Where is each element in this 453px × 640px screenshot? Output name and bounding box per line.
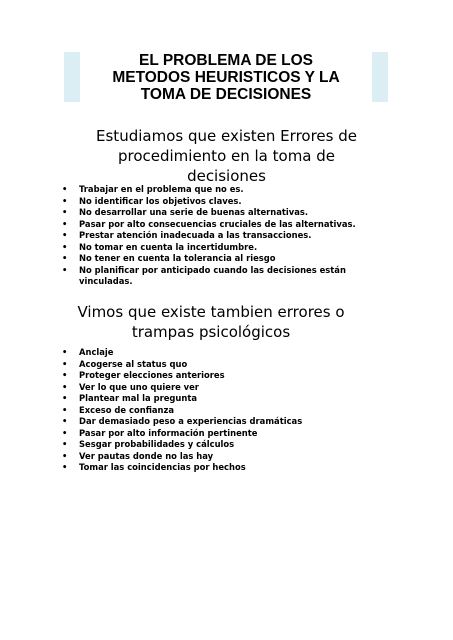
title-line: TOMA DE DECISIONES [140, 85, 312, 103]
list-item [62, 196, 356, 208]
list-item-text: No tomar en cuenta la incertidumbre. [79, 241, 258, 252]
list-item-text: No identificar los objetivos claves. [79, 195, 242, 206]
heading-line: trampas psicológicos [131, 323, 291, 341]
heading-line: Vimos que existe tambien errores o [77, 303, 345, 321]
list-item-text: Plantear mal la pregunta [79, 393, 197, 404]
list-item-text: vinculadas. [79, 276, 133, 287]
list-item-text: Exceso de confianza [79, 404, 175, 415]
bullet-icon: • [62, 358, 68, 369]
list-item [62, 184, 356, 196]
bullet-icon: • [62, 393, 68, 404]
list-item-text: Pasar por alto información pertinente [79, 427, 258, 438]
list-item [62, 242, 356, 254]
bullet-icon: • [62, 381, 68, 392]
heading-line: procedimiento en la toma de [117, 147, 336, 165]
bullet-icon: • [62, 207, 68, 218]
bullet-icon: • [62, 264, 68, 275]
list-item-text: No planificar por anticipado cuando las decisiones están [79, 264, 346, 275]
list-item-text: Tomar las coincidencias por hechos [79, 462, 246, 473]
list-item-text: Proteger elecciones anteriores [79, 370, 225, 381]
list-item [62, 347, 302, 359]
list-item-text: Dar demasiado peso a experiencias dramáticas [79, 416, 303, 427]
bullet-icon: • [62, 241, 68, 252]
list-item [62, 405, 302, 417]
list-item [62, 219, 356, 231]
list-item [62, 428, 302, 440]
section-heading-psychological-traps [0, 302, 422, 342]
bullet-icon: • [62, 404, 68, 415]
list-item [62, 393, 302, 405]
list-item [62, 439, 302, 451]
bullet-icon: • [62, 427, 68, 438]
bullet-icon: • [62, 218, 68, 229]
bullet-icon: • [62, 439, 68, 450]
title-line: EL PROBLEMA DE LOS [139, 51, 313, 69]
list-item [62, 230, 356, 242]
bullet-icon: • [62, 195, 68, 206]
list-item-text: Prestar atención inadecuada a las transacciones. [79, 230, 312, 241]
list-item-text: Acogerse al status quo [79, 358, 188, 369]
heading-line: decisiones [187, 167, 266, 185]
list-item-text: Sesgar probabilidades y cálculos [79, 439, 235, 450]
list-item [62, 359, 302, 371]
bullet-icon: • [62, 347, 68, 357]
list-item-continuation [62, 276, 356, 288]
list-item-text: Trabajar en el problema que no es. [79, 184, 244, 194]
list-item-text: Pasar por alto consecuencias cruciales de las alternativas. [79, 218, 356, 229]
bullet-icon: • [62, 184, 68, 194]
psychological-traps-list [62, 347, 302, 474]
list-item [62, 462, 302, 474]
list-item-text: Ver lo que uno quiere ver [79, 381, 199, 392]
bullet-icon: • [62, 370, 68, 381]
list-item [62, 265, 356, 277]
list-item-text: No desarrollar una serie de buenas alternativas. [79, 207, 309, 218]
bullet-icon: • [62, 230, 68, 241]
heading-line: Estudiamos que existen Errores de [96, 127, 357, 145]
bullet-icon: • [62, 450, 68, 461]
list-item [62, 253, 356, 265]
list-item [62, 370, 302, 382]
bullet-icon: • [62, 416, 68, 427]
section-heading-procedural-errors [0, 126, 453, 186]
page-title [80, 52, 372, 102]
procedural-errors-list [62, 184, 356, 288]
title-line: METODOS HEURISTICOS Y LA [112, 68, 340, 86]
list-item [62, 451, 302, 463]
list-item [62, 207, 356, 219]
bullet-icon: • [62, 462, 68, 473]
list-item-text: Anclaje [79, 347, 114, 357]
list-item-text: Ver pautas donde no las hay [79, 450, 214, 461]
list-item [62, 382, 302, 394]
bullet-icon: • [62, 253, 68, 264]
list-item-text: No tener en cuenta la tolerancia al riesgo [79, 253, 276, 264]
list-item [62, 416, 302, 428]
